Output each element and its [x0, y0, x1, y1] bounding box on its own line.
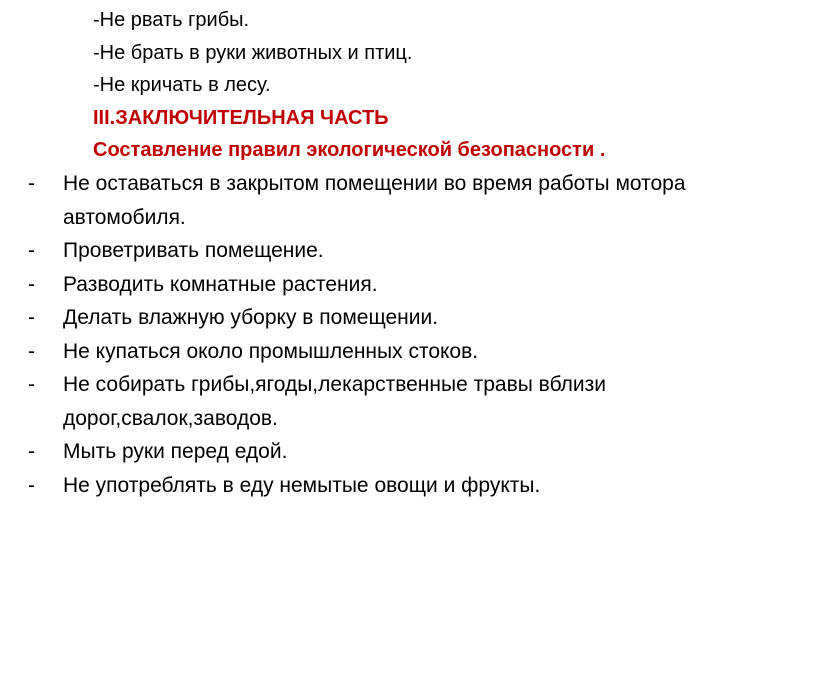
rule-text: Разводить комнатные растения. [63, 272, 378, 296]
rule-text: Не собирать грибы,ягоды,лекарственные травы вблизи дорог,свалок,заводов. [63, 373, 607, 430]
intro-list [93, 4, 605, 167]
list-item [28, 234, 798, 268]
list-item [28, 335, 798, 369]
list-item [28, 435, 798, 469]
list-item [28, 167, 798, 234]
bullet-dash: - [28, 272, 35, 296]
rule-text: Не оставаться в закрытом помещении во время работы мотора автомобиля. [63, 172, 686, 229]
list-item [28, 368, 798, 435]
section-heading: III.ЗАКЛЮЧИТЕЛЬНАЯ ЧАСТЬ [93, 106, 389, 129]
list-item [28, 301, 798, 335]
bullet-dash: - [28, 473, 35, 497]
bullet-dash: - [28, 440, 35, 463]
intro-line: -Не кричать в лесу. [93, 74, 271, 96]
intro-line: -Не рвать грибы. [93, 9, 250, 31]
rule-text: Проветривать помещение. [63, 239, 324, 262]
rule-text: Не купаться около промышленных стоков. [63, 339, 479, 363]
rule-text: Мыть руки перед едой. [63, 440, 288, 463]
bullet-dash: - [28, 339, 35, 363]
rules-list [28, 167, 798, 502]
bullet-dash: - [28, 172, 35, 195]
section-subheading: Составление правил экологической безопасности . [93, 139, 606, 161]
bullet-dash: - [28, 306, 35, 329]
bullet-dash: - [28, 373, 35, 396]
rule-text: Не употреблять в еду немытые овощи и фрукты. [63, 473, 541, 497]
rule-text: Делать влажную уборку в помещении. [63, 306, 439, 329]
list-item [28, 268, 798, 302]
bullet-dash: - [28, 239, 35, 262]
list-item [28, 469, 798, 503]
intro-line: -Не брать в руки животных и птиц. [93, 41, 413, 64]
